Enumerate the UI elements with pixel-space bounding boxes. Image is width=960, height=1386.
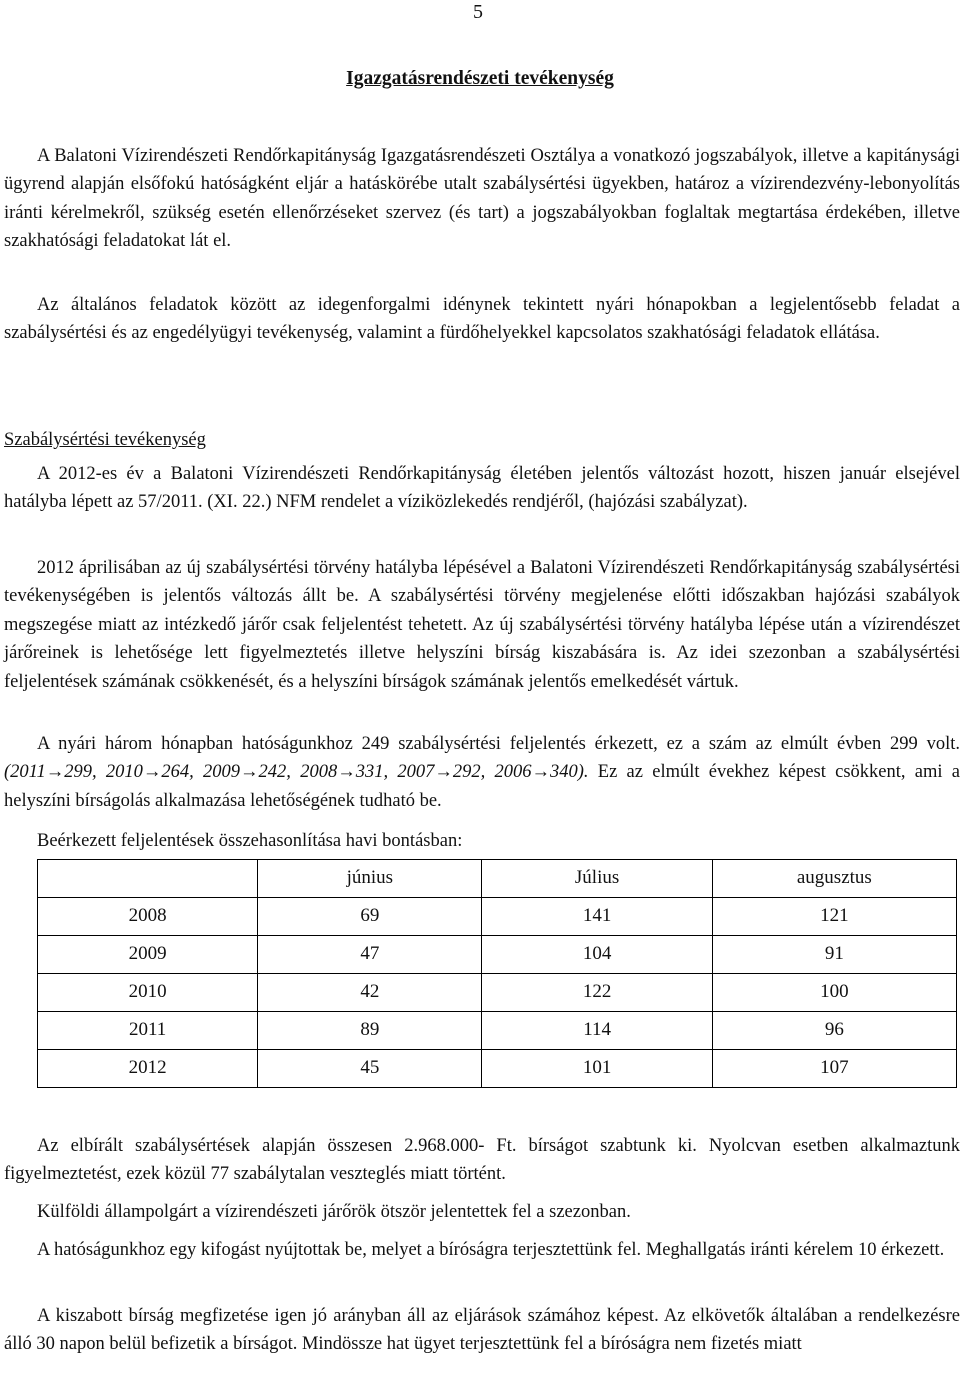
section-paragraph-2: 2012 áprilisában az új szabálysértési törvény hatályba lépésével a Balatoni Vízirendészeti Rendőrkapitányság szabálysértési tevékenységében is jelentős változás állt be. A szabálysértési törvény megjelenése előtti időszakban hajózási szabályok megszegése miatt az intézkedő járőr csak feljelentést tehetett. Az új szabálysértési törvény hatályba lépése után a vízirendészet járőreinek is lehetősége lett figyelmeztetés illetve helyszíni bírság kiszabására is. Az idei szezonban a szabálysértési feljelentések számának csökkenését, és a helyszíni bírságok számának jelentős emelkedését vártuk. bbox=[4, 558, 960, 692]
table-cell: 104 bbox=[482, 936, 712, 974]
document-title: Igazgatásrendészeti tevékenység bbox=[346, 68, 614, 89]
intro-paragraph-2: Az általános feladatok között az idegenforgalmi idénynek tekintett nyári hónapokban a legjelentősebb feladat a szabálysértési és az engedélyügyi tevékenység, valamint a fürdőhelyekkel kapcsolatos szakhatósági feladatok ellátása. bbox=[4, 295, 960, 344]
paragraph-3-text-a: A nyári három hónapban hatóságunkhoz 249 szabálysértési feljelentés érkezett, ez a szám az elmúlt évben 299 volt. bbox=[37, 734, 960, 754]
yearly-figures-italic: (2011→299, 2010→264, 2009→242, 2008→331, 2007→292, 2006→340). bbox=[4, 762, 589, 783]
closing-paragraph-3: A hatóságunkhoz egy kifogást nyújtottak be, melyet a bíróságra terjesztettünk fel. Meghallgatás iránti kérelem 10 érkezett. bbox=[37, 1240, 945, 1260]
monthly-reports-table bbox=[37, 859, 957, 1088]
table-cell: 47 bbox=[258, 936, 482, 974]
table-cell: 141 bbox=[482, 898, 712, 936]
table-header-cell: június bbox=[258, 860, 482, 898]
table-header-cell bbox=[38, 860, 258, 898]
table-cell-year: 2010 bbox=[38, 974, 258, 1012]
table-cell: 114 bbox=[482, 1012, 712, 1050]
table-header-cell: Július bbox=[482, 860, 712, 898]
table-cell-year: 2011 bbox=[38, 1012, 258, 1050]
closing-paragraph-2: Külföldi állampolgárt a vízirendészeti járőrök ötször jelentettek fel a szezonban. bbox=[37, 1202, 631, 1222]
table-cell: 96 bbox=[712, 1012, 956, 1050]
page-number: 5 bbox=[473, 1, 483, 23]
table-cell: 69 bbox=[258, 898, 482, 936]
table-caption: Beérkezett feljelentések összehasonlítása havi bontásban: bbox=[37, 831, 463, 851]
table-cell: 101 bbox=[482, 1050, 712, 1088]
table-row bbox=[38, 936, 957, 974]
section-paragraph-3 bbox=[4, 730, 960, 815]
table-cell-year: 2009 bbox=[38, 936, 258, 974]
table-row bbox=[38, 898, 957, 936]
table-cell-year: 2012 bbox=[38, 1050, 258, 1088]
table-cell: 45 bbox=[258, 1050, 482, 1088]
closing-paragraph-4: A kiszabott bírság megfizetése igen jó arányban áll az eljárások számához képest. Az elkövetők általában a rendelkezésre álló 30 napon belül befizetik a bírságot. Mindössze hat ügyet terjesztettünk fel a bíróságra nem fizetés miatt bbox=[4, 1306, 960, 1355]
table-cell: 42 bbox=[258, 974, 482, 1012]
intro-paragraph-1: A Balatoni Vízirendészeti Rendőrkapitányság Igazgatásrendészeti Osztálya a vonatkozó jogszabályok, illetve a kapitánysági ügyrend alapján elsőfokú hatóságként eljár a hatáskörébe utalt szabálysértési ügyekben, határoz a vízirendezvény-lebonyolítás iránti kérelmekről, szükség esetén ellenőrzéseket szervez (és tart) a jogszabályokban foglaltak megtartása érdekében, illetve szakhatósági feladatokat lát el. bbox=[4, 146, 960, 252]
closing-paragraph-1: Az elbírált szabálysértések alapján összesen 2.968.000- Ft. bírságot szabtunk ki. Nyolcvan esetben alkalmaztunk figyelmeztetést, ezek közül 77 szabálytalan veszteglés miatt történt. bbox=[4, 1136, 960, 1185]
section-paragraph-1: A 2012-es év a Balatoni Vízirendészeti Rendőrkapitányság életében jelentős változást hozott, hiszen január elsejével hatályba lépett az 57/2011. (XI. 22.) NFM rendelet a víziközlekedés rendjéről, (hajózási szabályzat). bbox=[4, 464, 960, 513]
table-cell-year: 2008 bbox=[38, 898, 258, 936]
paragraph-3-text-b: Ez az elmúlt évekhez képest csökkent, ami a helyszíni bírságolás alkalmazása lehetőségének tudható be. bbox=[4, 762, 960, 811]
table-header-cell: augusztus bbox=[712, 860, 956, 898]
table-row bbox=[38, 974, 957, 1012]
table-cell: 122 bbox=[482, 974, 712, 1012]
section-title: Szabálysértési tevékenység bbox=[4, 430, 206, 450]
table-row bbox=[38, 1012, 957, 1050]
table-row bbox=[38, 1050, 957, 1088]
table-cell: 121 bbox=[712, 898, 956, 936]
table-header-row bbox=[38, 860, 957, 898]
table-cell: 91 bbox=[712, 936, 956, 974]
table-cell: 100 bbox=[712, 974, 956, 1012]
table-cell: 107 bbox=[712, 1050, 956, 1088]
table-cell: 89 bbox=[258, 1012, 482, 1050]
